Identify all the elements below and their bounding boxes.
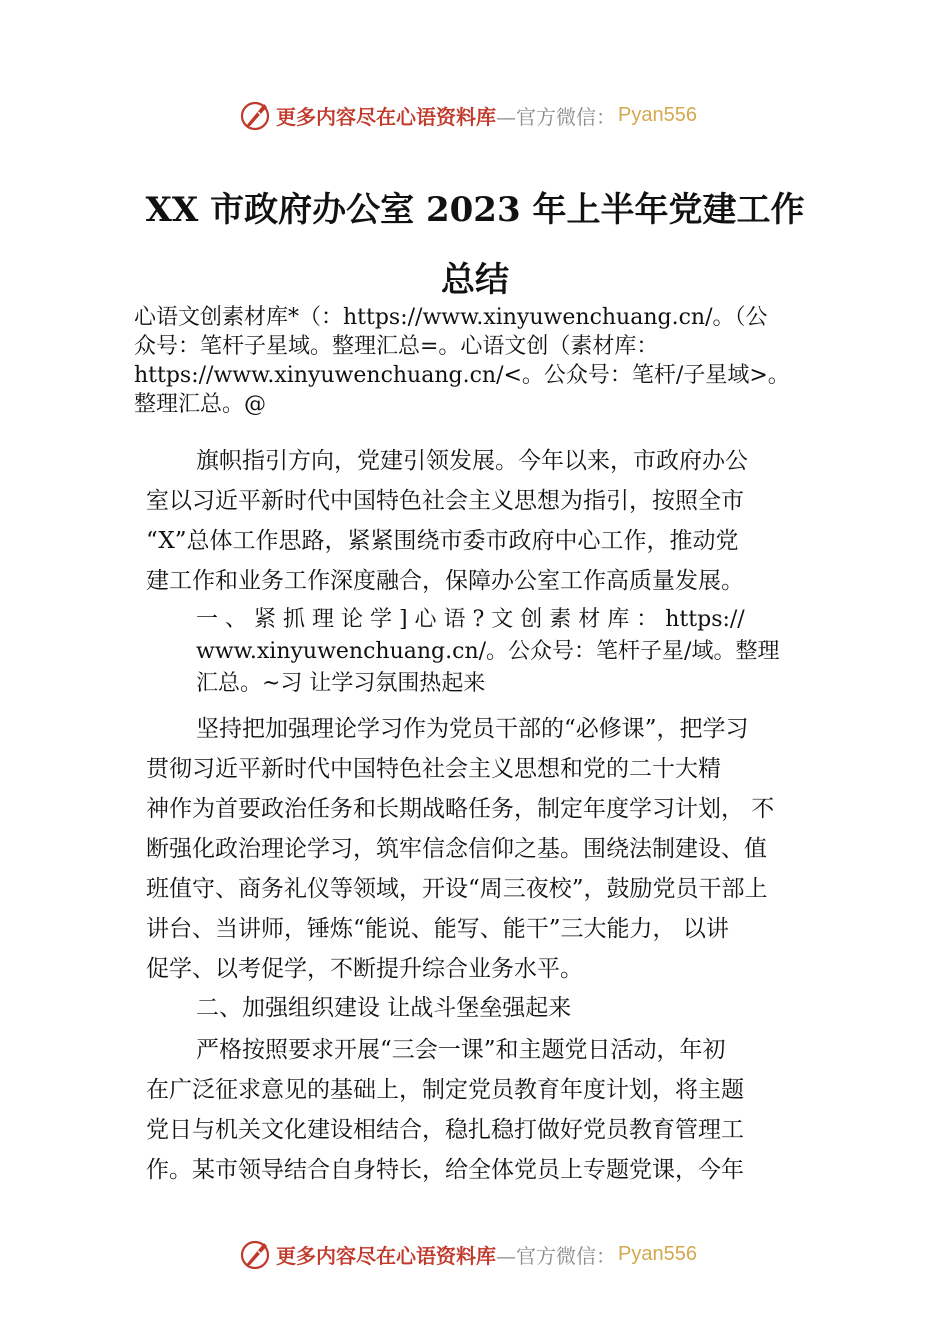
source-note-line: 整理汇总。@ bbox=[134, 392, 267, 417]
quill-logo-icon bbox=[238, 1237, 272, 1271]
section-2-paragraph bbox=[146, 1030, 826, 1190]
paragraph-line: 严格按照要求开展“三会一课”和主题党日活动，年初 bbox=[196, 1037, 726, 1063]
section-heading-2: 二、加强组织建设 让战斗堡垒强起来 bbox=[196, 995, 572, 1021]
header-banner bbox=[238, 97, 697, 133]
paragraph-line: 贯彻习近平新时代中国特色社会主义思想和党的二十大精 bbox=[146, 756, 721, 782]
source-note-line: https://www.xinyuwenchuang.cn/<。公众号：笔杆/子星域>。 bbox=[134, 363, 790, 388]
document-title-line-1: XX 市政府办公室 2023 年上半年党建工作 bbox=[145, 190, 805, 230]
paragraph-line: 班值守、商务礼仪等领域，开设“周三夜校”，鼓励党员干部上 bbox=[146, 876, 768, 902]
banner-text-main: 更多内容尽在心语资料库 bbox=[276, 1243, 496, 1268]
banner-text-sep: —官方微信： bbox=[496, 1243, 616, 1268]
banner-wechat-id: Pyan556 bbox=[618, 1242, 697, 1265]
source-note bbox=[134, 303, 844, 419]
heading-line: www.xinyuwenchuang.cn/。公众号：笔杆子星/域。整理 bbox=[196, 639, 780, 664]
heading-line: 一 、 紧 抓 理 论 学 ] 心 语 ? 文 创 素 材 库 ： https:// bbox=[196, 607, 745, 632]
paragraph-line: 旗帜指引方向，党建引领发展。今年以来，市政府办公 bbox=[196, 448, 748, 474]
document-title-line-2: 总结 bbox=[441, 260, 509, 300]
paragraph-line: 室以习近平新时代中国特色社会主义思想为指引，按照全市 bbox=[146, 488, 744, 514]
paragraph-line: 建工作和业务工作深度融合，保障办公室工作高质量发展。 bbox=[146, 568, 744, 594]
paragraph-line: 在广泛征求意见的基础上，制定党员教育年度计划，将主题 bbox=[146, 1077, 744, 1103]
footer-banner bbox=[238, 1236, 697, 1272]
paragraph-line: 讲台、当讲师，锤炼“能说、能写、能干”三大能力， 以讲 bbox=[146, 916, 729, 942]
intro-paragraph bbox=[146, 441, 826, 601]
paragraph-line: 促学、以考促学，不断提升综合业务水平。 bbox=[146, 956, 583, 982]
source-note-line: 心语文创素材库*（：https://www.xinyuwenchuang.cn/。（公 bbox=[134, 305, 768, 330]
banner-wechat-id: Pyan556 bbox=[618, 103, 697, 126]
banner-text-sep: —官方微信： bbox=[496, 104, 616, 129]
section-heading-1 bbox=[196, 604, 846, 700]
paragraph-line: 党日与机关文化建设相结合，稳扎稳打做好党员教育管理工 bbox=[146, 1117, 744, 1143]
section-1-paragraph bbox=[146, 709, 826, 989]
paragraph-line: 神作为首要政治任务和长期战略任务，制定年度学习计划， 不 bbox=[146, 796, 775, 822]
banner-text-main: 更多内容尽在心语资料库 bbox=[276, 104, 496, 129]
paragraph-line: 断强化政治理论学习，筑牢信念信仰之基。围绕法制建设、值 bbox=[146, 836, 767, 862]
paragraph-line: 作。某市领导结合自身特长，给全体党员上专题党课，今年 bbox=[146, 1157, 744, 1183]
paragraph-line: “X”总体工作思路，紧紧围绕市委市政府中心工作，推动党 bbox=[146, 528, 739, 554]
heading-line: 汇总。~习 让学习氛围热起来 bbox=[196, 671, 486, 696]
quill-logo-icon bbox=[238, 98, 272, 132]
source-note-line: 众号：笔杆子星域。整理汇总=。心语文创（素材库： bbox=[134, 334, 659, 359]
paragraph-line: 坚持把加强理论学习作为党员干部的“必修课”，把学习 bbox=[196, 716, 749, 742]
